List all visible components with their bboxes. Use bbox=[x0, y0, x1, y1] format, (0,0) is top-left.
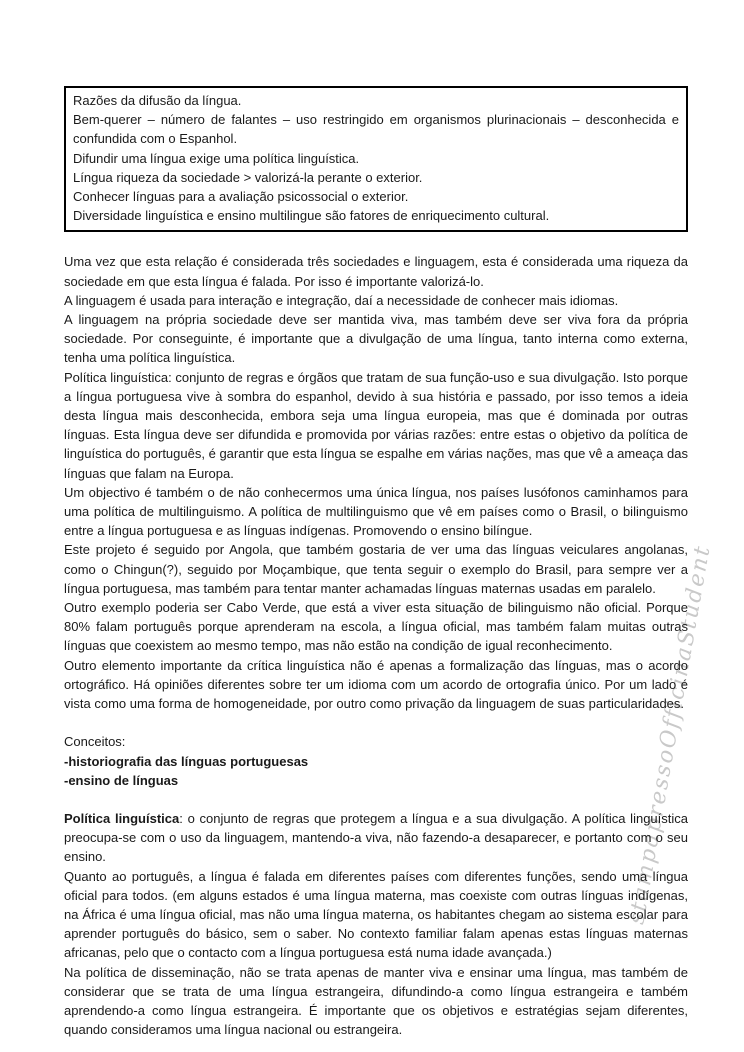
paragraph-spacer bbox=[64, 713, 688, 732]
paragraph: Uma vez que esta relação é considerada três sociedades e linguagem, esta é considerada uma riqueza da sociedade em que esta língua é falada. Por isso é importante valorizá-lo. bbox=[64, 254, 688, 289]
watermark-text: stampapressoOfficinaStudent bbox=[624, 542, 716, 927]
document-content bbox=[64, 86, 688, 1039]
paragraph-bold-lead: Política linguística bbox=[64, 810, 180, 826]
paragraph-spacer bbox=[64, 790, 688, 809]
paragraph: Este projeto é seguido por Angola, que também gostaria de ver uma das línguas veiculares angolanas, como o Chingun(?), seguido por Moçambique, que tenta seguir o exemplo do Brasil, para sempre ver a língua portuguesa, mas também para tentar manter achamadas línguas maternas usadas em paralelo. bbox=[64, 542, 688, 596]
paragraph: Outro elemento importante da crítica linguística não é apenas a formalização das línguas, mas o acordo ortográfico. Há opiniões diferentes sobre ter um idioma com um acordo de ortografia único. Por um lado é vista como uma forma de homogeneidade, por outro como privação da linguagem de suas particularidades. bbox=[64, 657, 688, 712]
paragraph: Política linguística: o conjunto de regras que protegem a língua e a sua divulgação. A política linguística preocupa-se com o uso da linguagem, mantendo-a viva, não fazendo-a desaparecer, e portanto com o seu ensino. bbox=[64, 810, 688, 865]
paragraph: Política linguística: conjunto de regras e órgãos que tratam de sua função-uso e sua divulgação. Isto porque a língua portuguesa vive à sombra do espanhol, devido à sua história e passado, por isso temos a ideia desta língua mais desconhecida, embora seja uma língua europeia, mas que é dominada por outras línguas. Esta língua deve ser difundida e promovida por várias razões: entre estas o objetivo da política de linguística do português, é garantir que esta língua se espalhe em várias nações, mas que vê a ameaça das línguas que falam na Europa. bbox=[64, 369, 688, 481]
paragraph: Na política de disseminação, não se trata apenas de manter viva e ensinar uma língua, mas também de considerar que se trata de uma língua estrangeira, difundindo-a como língua estrangeira e também aprendendo-a como língua estrangeira. É importante que os objetivos e estratégias sejam diferentes, quando consideramos uma língua nacional ou estrangeira. bbox=[64, 964, 688, 1038]
paragraph: Um objectivo é também o de não conhecermos uma única língua, nos países lusófonos caminhamos para uma política de multilinguismo. A política de multilinguismo que vê em países como o Brasil, o bilinguismo entre a língua portuguesa e as línguas indígenas. Promovendo o ensino bilíngue. bbox=[64, 484, 688, 539]
summary-box bbox=[64, 86, 688, 232]
summary-box-line: Conhecer línguas para a avaliação psicossocial o exterior. bbox=[73, 189, 409, 205]
summary-box-line: Diversidade linguística e ensino multilingue são fatores de enriquecimento cultural. bbox=[73, 208, 550, 224]
summary-box-line: Bem-querer – número de falantes – uso restringido em organismos plurinacionais – desconhecida e confundida com o Espanhol. bbox=[73, 112, 679, 147]
body-text bbox=[64, 252, 688, 1039]
paragraph: -ensino de línguas bbox=[64, 772, 179, 788]
paragraph: A linguagem é usada para interação e integração, daí a necessidade de conhecer mais idiomas. bbox=[64, 292, 619, 308]
summary-box-line: Razões da difusão da língua. bbox=[73, 93, 242, 108]
summary-box-line: Difundir uma língua exige uma política linguística. bbox=[73, 150, 360, 166]
paragraph: A linguagem na própria sociedade deve ser mantida viva, mas também deve ser viva fora da própria sociedade. Por conseguinte, é importante que a divulgação de uma língua, tanto interna como externa, tenha uma política linguística. bbox=[64, 312, 688, 366]
paragraph: Outro exemplo poderia ser Cabo Verde, que está a viver esta situação de bilinguismo não oficial. Porque 80% falam português porque aprenderam na escola, a língua oficial, mas também falam muitas outras línguas que coexistem ao mesmo tempo, mas não estão na condição de igual reconhecimento. bbox=[64, 600, 688, 654]
paragraph: Quanto ao português, a língua é falada em diferentes países com diferentes funções, sendo uma língua oficial para todos. (em alguns estados é uma língua materna, mas coexiste com outras línguas indígenas, na África é uma língua oficial, mas não uma língua materna, os habitantes chegam ao sistema escolar para aprender português do básico, sem o saber. No contexto familiar falam apenas estas línguas maternas africanas, pelo que o contacto com a língua portuguesa está numa idade avançada.) bbox=[64, 868, 688, 961]
paragraph: Conceitos: bbox=[64, 734, 126, 750]
paragraph: -historiografia das línguas portuguesas bbox=[64, 753, 309, 769]
summary-box-line: Língua riqueza da sociedade > valorizá-la perante o exterior. bbox=[73, 169, 423, 185]
